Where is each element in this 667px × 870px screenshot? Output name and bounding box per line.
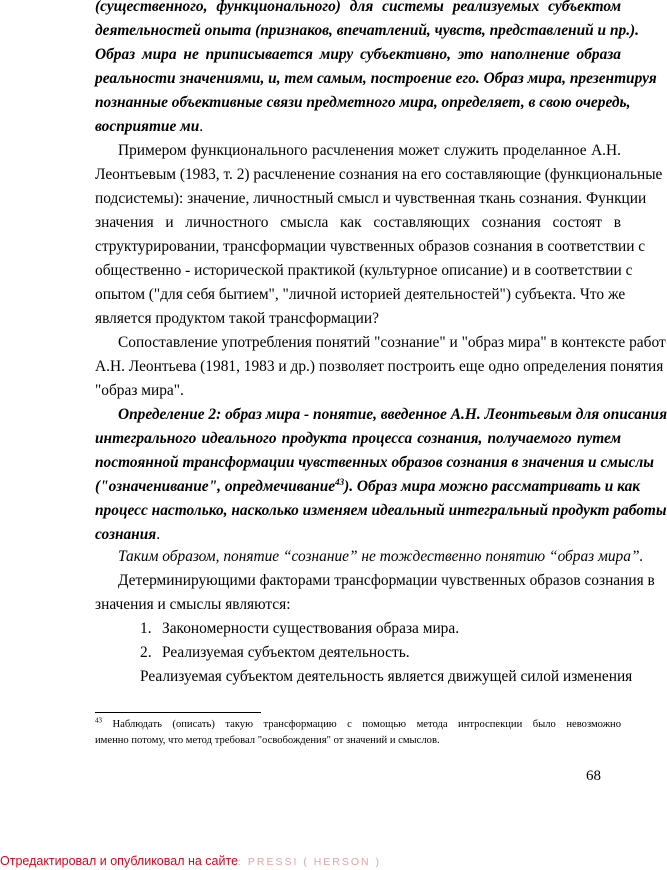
footer-site-link[interactable]: : PRESSI ( HERSON ): [238, 856, 382, 868]
text-line: деятельностей опыта (признаков, впечатлений, чувств, представлений и пр.).: [95, 22, 640, 39]
text-line: [95, 115, 621, 139]
period: .: [639, 548, 644, 565]
text-line: [118, 545, 644, 569]
text-line: структурировании, трансформации чувственных образов сознания в соответствии с: [95, 238, 646, 255]
text-line: познанные объективные связи предметного мира, определяет, в свою очередь,: [95, 94, 631, 111]
text-span: восприятие ми: [95, 118, 200, 135]
text-line: Сопоставление употребления понятий "сознание" и "образ мира" в контексте работ: [118, 334, 666, 351]
definition-line: интегрального идеального продукта процесса сознания, получаемого путем: [95, 430, 621, 447]
page-number: 68: [586, 768, 601, 784]
definition-line: [95, 523, 621, 547]
footnote-divider: [95, 712, 261, 713]
text-line: Леонтьевым (1983, т. 2) расчленение сознания на его составляющие (функциональные: [95, 166, 663, 183]
list-number: 2.: [140, 644, 152, 661]
footnote-ref: 43: [335, 476, 345, 487]
list-text: Реализуемая субъектом деятельность.: [162, 644, 410, 661]
text-line: общественно - исторической практикой (культурное описание) и в соответствии с: [95, 262, 633, 279]
footnote-line: [95, 717, 621, 733]
footnote-text: Наблюдать (описать) такую трансформацию с помощью метода интроспекции было невозможно: [102, 719, 621, 730]
text-line: Образ мира не приписывается миру субъективно, это наполнение образа: [95, 46, 621, 63]
definition-line: [95, 475, 641, 499]
text-line: является продуктом такой трансформации?: [95, 310, 379, 327]
text-span: сознания: [95, 526, 157, 543]
list-item: [140, 641, 620, 665]
list-number: 1.: [140, 620, 152, 637]
text-line: значения и смыслы являются:: [95, 596, 291, 613]
footnote-line: именно потому, что метод требовал "освобождения" от значений и смыслов.: [95, 735, 440, 746]
footnote-number: 43: [95, 716, 102, 725]
definition-line: Определение 2: образ мира - понятие, введенное А.Н. Леонтьевым для описания: [118, 406, 667, 423]
definition-line: процесс настолько, насколько изменяем идеальный интегральный продукт работы: [95, 502, 667, 519]
period: .: [199, 118, 204, 135]
text-line: Детерминирующими факторами трансформации чувственных образов сознания в: [118, 572, 655, 589]
text-line: Примером функционального расчленения может служить проделанное А.Н.: [118, 142, 621, 159]
period: .: [156, 526, 161, 543]
footer-text: Отредактировал и опубликовал на сайте: [0, 854, 239, 868]
text-span: ). Образ мира можно рассматривать и как: [344, 478, 641, 495]
text-line: реальности значениями, и, тем самым, построение его. Образ мира, презентируя: [95, 70, 657, 87]
text-line: А.Н. Леонтьева (1981, 1983 и др.) позволяет построить еще одно определения понятия: [95, 358, 664, 375]
text-line: Реализуемая субъектом деятельность является движущей силой изменения: [140, 668, 633, 685]
text-line: (существенного, функционального) для системы реализуемых субъектом: [95, 0, 621, 15]
text-span: ("означенивание", опредмечивание: [95, 478, 336, 495]
definition-line: постоянной трансформации чувственных образов сознания в значения и смыслы: [95, 454, 654, 471]
text-line: значения и личностного смысла как составляющих сознания состоят в: [95, 214, 621, 231]
text-line: подсистемы): значение, личностный смысл и чувственная ткань сознания. Функции: [95, 190, 647, 207]
text-line: "образ мира".: [95, 382, 184, 399]
site-footer: [0, 853, 381, 869]
text-line: опытом ("для себя бытием", "личной историей деятельностей") субъекта. Что же: [95, 286, 626, 303]
text-span: Таким образом, понятие “сознание” не тождественно понятию “образ мира”: [118, 548, 640, 565]
list-item: [140, 617, 620, 641]
list-text: Закономерности существования образа мира.: [162, 620, 460, 637]
